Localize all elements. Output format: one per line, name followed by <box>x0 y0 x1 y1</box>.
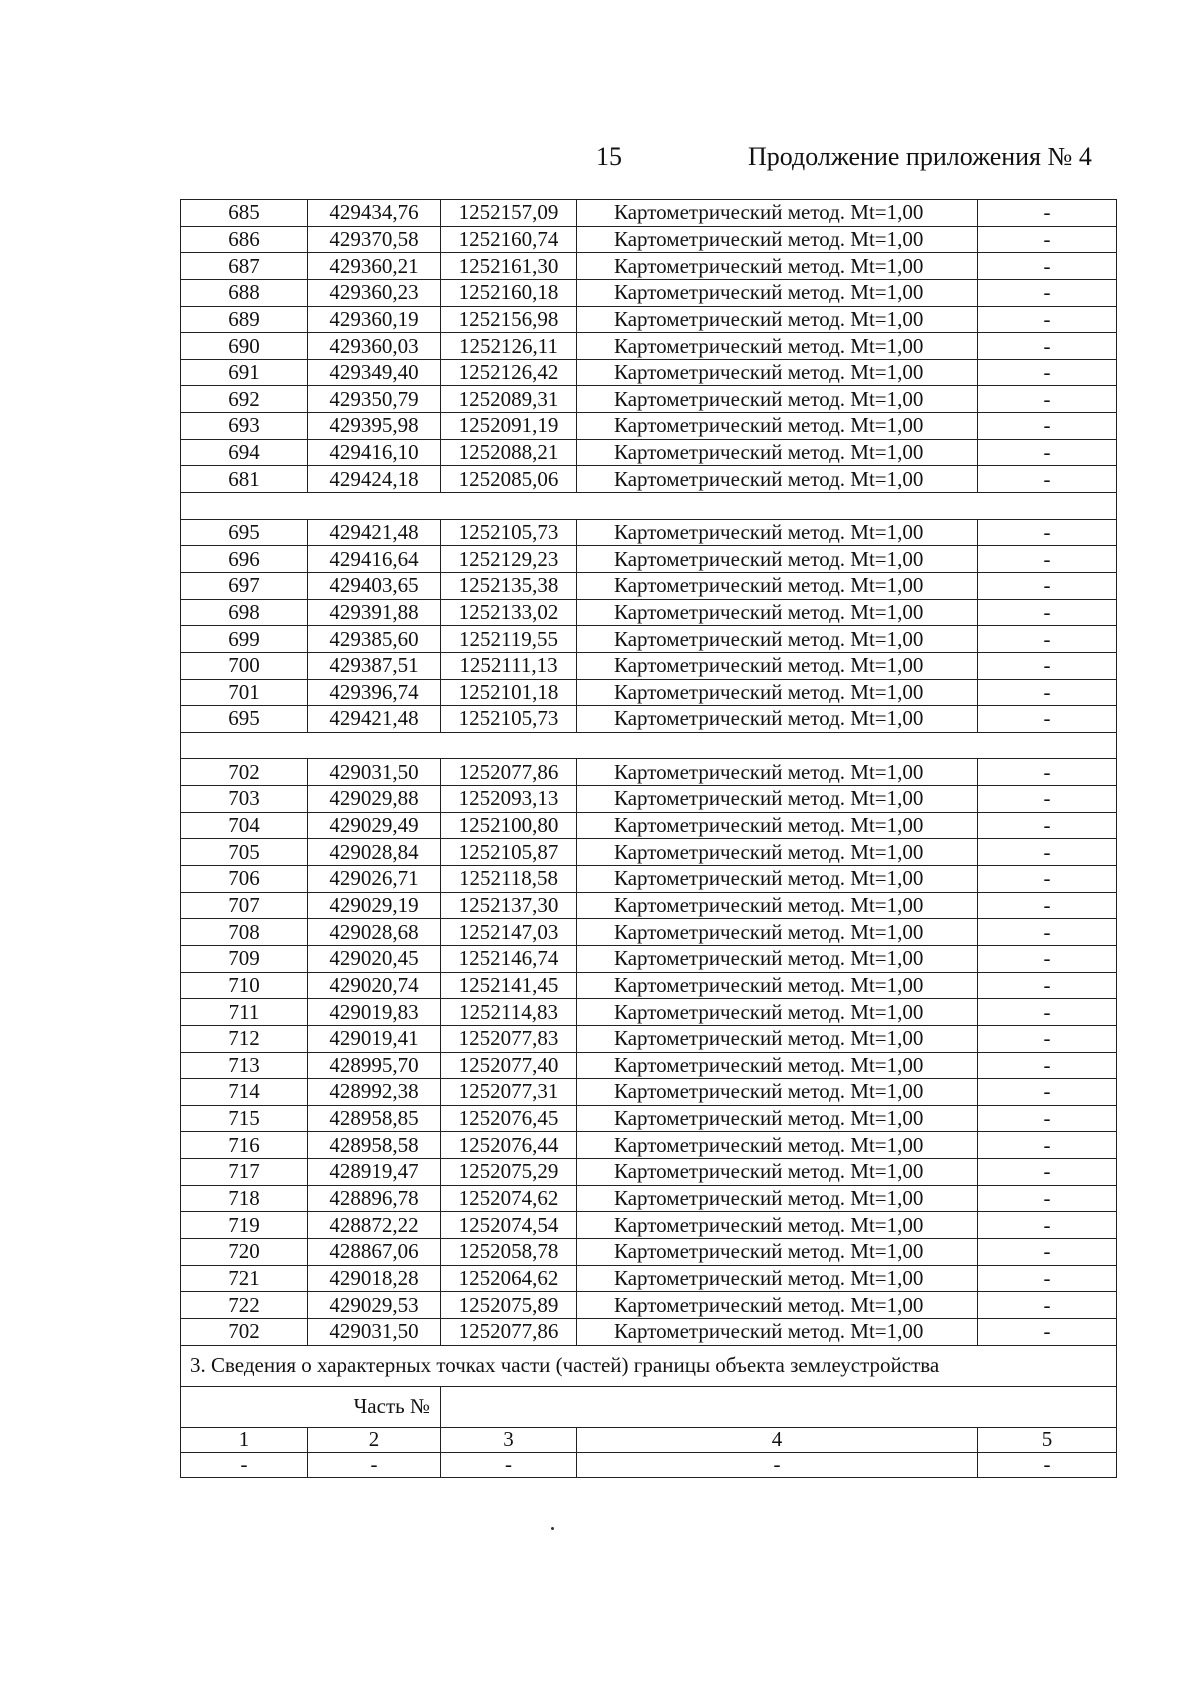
point-number-cell: 691 <box>181 359 308 386</box>
note-cell: - <box>978 226 1117 253</box>
method-cell: Картометрический метод. Mt=1,00 <box>577 945 978 972</box>
point-number-cell: 697 <box>181 572 308 599</box>
y-coordinate-cell: 1252077,40 <box>441 1052 577 1079</box>
method-cell: Картометрический метод. Mt=1,00 <box>577 1185 978 1212</box>
point-number-cell: 709 <box>181 945 308 972</box>
x-coordinate-cell: 429403,65 <box>308 572 441 599</box>
part-number-label: Часть № <box>181 1386 441 1427</box>
page-header <box>0 138 1200 178</box>
y-coordinate-cell: 1252161,30 <box>441 253 577 280</box>
x-coordinate-cell: 429421,48 <box>308 519 441 546</box>
table-row <box>181 546 1117 573</box>
note-cell: - <box>978 972 1117 999</box>
y-coordinate-cell: 1252058,78 <box>441 1238 577 1265</box>
method-cell: Картометрический метод. Mt=1,00 <box>577 1132 978 1159</box>
point-number-cell: 696 <box>181 546 308 573</box>
point-number-cell: 689 <box>181 306 308 333</box>
table-row <box>181 279 1117 306</box>
x-coordinate-cell: 429434,76 <box>308 200 441 227</box>
y-coordinate-cell: 1252100,80 <box>441 812 577 839</box>
x-coordinate-cell: 429395,98 <box>308 413 441 440</box>
y-coordinate-cell: 1252077,31 <box>441 1079 577 1106</box>
x-coordinate-cell: 429391,88 <box>308 599 441 626</box>
method-cell: Картометрический метод. Mt=1,00 <box>577 279 978 306</box>
contour-separator-row <box>181 493 1117 520</box>
point-number-cell: 708 <box>181 919 308 946</box>
method-cell: Картометрический метод. Mt=1,00 <box>577 866 978 893</box>
contour-separator-row <box>181 732 1117 759</box>
note-cell: - <box>978 253 1117 280</box>
y-coordinate-cell: 1252105,73 <box>441 706 577 733</box>
y-coordinate-cell: 1252156,98 <box>441 306 577 333</box>
x-coordinate-cell: 429360,21 <box>308 253 441 280</box>
y-coordinate-cell: 1252157,09 <box>441 200 577 227</box>
point-number-cell: 712 <box>181 1025 308 1052</box>
table-row <box>181 1132 1117 1159</box>
note-cell: - <box>978 466 1117 493</box>
note-cell: - <box>978 759 1117 786</box>
table-row <box>181 1052 1117 1079</box>
note-cell: - <box>978 679 1117 706</box>
method-cell: Картометрический метод. Mt=1,00 <box>577 226 978 253</box>
x-coordinate-cell: 429028,84 <box>308 839 441 866</box>
method-cell: Картометрический метод. Mt=1,00 <box>577 1212 978 1239</box>
x-coordinate-cell: 429370,58 <box>308 226 441 253</box>
method-cell: Картометрический метод. Mt=1,00 <box>577 786 978 813</box>
y-coordinate-cell: 1252111,13 <box>441 652 577 679</box>
section3-title: 3. Сведения о характерных точках части (частей) границы объекта землеустройства <box>181 1345 1117 1386</box>
y-coordinate-cell: 1252074,54 <box>441 1212 577 1239</box>
note-cell: - <box>978 652 1117 679</box>
y-coordinate-cell: 1252118,58 <box>441 866 577 893</box>
separator-cell <box>181 493 1117 520</box>
point-number-cell: 717 <box>181 1159 308 1186</box>
point-number-cell: 693 <box>181 413 308 440</box>
point-number-cell: 685 <box>181 200 308 227</box>
y-coordinate-cell: 1252147,03 <box>441 919 577 946</box>
table-row <box>181 786 1117 813</box>
table-row <box>181 226 1117 253</box>
x-coordinate-cell: 429018,28 <box>308 1265 441 1292</box>
table-row <box>181 439 1117 466</box>
method-cell: Картометрический метод. Mt=1,00 <box>577 253 978 280</box>
empty-cell: - <box>577 1452 978 1477</box>
x-coordinate-cell: 429350,79 <box>308 386 441 413</box>
section3-title-row <box>181 1345 1117 1386</box>
point-number-cell: 713 <box>181 1052 308 1079</box>
point-number-cell: 706 <box>181 866 308 893</box>
table-row <box>181 1079 1117 1106</box>
column-number-cell: 3 <box>441 1427 577 1452</box>
empty-cell: - <box>308 1452 441 1477</box>
y-coordinate-cell: 1252105,87 <box>441 839 577 866</box>
scan-speck <box>551 1527 554 1530</box>
part-number-row <box>181 1386 1117 1427</box>
method-cell: Картометрический метод. Mt=1,00 <box>577 812 978 839</box>
point-number-cell: 703 <box>181 786 308 813</box>
point-number-cell: 692 <box>181 386 308 413</box>
note-cell: - <box>978 1185 1117 1212</box>
table-row <box>181 759 1117 786</box>
point-number-cell: 699 <box>181 626 308 653</box>
x-coordinate-cell: 429421,48 <box>308 706 441 733</box>
note-cell: - <box>978 1025 1117 1052</box>
table-row <box>181 386 1117 413</box>
x-coordinate-cell: 429031,50 <box>308 1318 441 1345</box>
x-coordinate-cell: 429360,23 <box>308 279 441 306</box>
y-coordinate-cell: 1252114,83 <box>441 999 577 1026</box>
note-cell: - <box>978 919 1117 946</box>
note-cell: - <box>978 1238 1117 1265</box>
method-cell: Картометрический метод. Mt=1,00 <box>577 413 978 440</box>
y-coordinate-cell: 1252075,89 <box>441 1292 577 1319</box>
method-cell: Картометрический метод. Mt=1,00 <box>577 1292 978 1319</box>
note-cell: - <box>978 892 1117 919</box>
table-row <box>181 945 1117 972</box>
point-number-cell: 695 <box>181 706 308 733</box>
table-row <box>181 652 1117 679</box>
point-number-cell: 719 <box>181 1212 308 1239</box>
x-coordinate-cell: 428992,38 <box>308 1079 441 1106</box>
x-coordinate-cell: 429019,83 <box>308 999 441 1026</box>
x-coordinate-cell: 429424,18 <box>308 466 441 493</box>
note-cell: - <box>978 519 1117 546</box>
y-coordinate-cell: 1252091,19 <box>441 413 577 440</box>
method-cell: Картометрический метод. Mt=1,00 <box>577 386 978 413</box>
note-cell: - <box>978 786 1117 813</box>
method-cell: Картометрический метод. Mt=1,00 <box>577 1025 978 1052</box>
table-row <box>181 359 1117 386</box>
method-cell: Картометрический метод. Mt=1,00 <box>577 652 978 679</box>
empty-data-row <box>181 1452 1117 1477</box>
y-coordinate-cell: 1252093,13 <box>441 786 577 813</box>
y-coordinate-cell: 1252119,55 <box>441 626 577 653</box>
point-number-cell: 722 <box>181 1292 308 1319</box>
method-cell: Картометрический метод. Mt=1,00 <box>577 892 978 919</box>
x-coordinate-cell: 429031,50 <box>308 759 441 786</box>
note-cell: - <box>978 1265 1117 1292</box>
table-row <box>181 812 1117 839</box>
y-coordinate-cell: 1252126,11 <box>441 333 577 360</box>
method-cell: Картометрический метод. Mt=1,00 <box>577 519 978 546</box>
y-coordinate-cell: 1252089,31 <box>441 386 577 413</box>
y-coordinate-cell: 1252160,74 <box>441 226 577 253</box>
table-row <box>181 333 1117 360</box>
x-coordinate-cell: 428896,78 <box>308 1185 441 1212</box>
method-cell: Картометрический метод. Mt=1,00 <box>577 839 978 866</box>
x-coordinate-cell: 429360,19 <box>308 306 441 333</box>
y-coordinate-cell: 1252126,42 <box>441 359 577 386</box>
method-cell: Картометрический метод. Mt=1,00 <box>577 679 978 706</box>
method-cell: Картометрический метод. Mt=1,00 <box>577 599 978 626</box>
point-number-cell: 705 <box>181 839 308 866</box>
method-cell: Картометрический метод. Mt=1,00 <box>577 1159 978 1186</box>
x-coordinate-cell: 429385,60 <box>308 626 441 653</box>
point-number-cell: 686 <box>181 226 308 253</box>
method-cell: Картометрический метод. Mt=1,00 <box>577 1238 978 1265</box>
column-number-cell: 4 <box>577 1427 978 1452</box>
method-cell: Картометрический метод. Mt=1,00 <box>577 1079 978 1106</box>
y-coordinate-cell: 1252064,62 <box>441 1265 577 1292</box>
note-cell: - <box>978 359 1117 386</box>
y-coordinate-cell: 1252141,45 <box>441 972 577 999</box>
point-number-cell: 681 <box>181 466 308 493</box>
table-row <box>181 1025 1117 1052</box>
note-cell: - <box>978 413 1117 440</box>
note-cell: - <box>978 839 1117 866</box>
table-row <box>181 1265 1117 1292</box>
y-coordinate-cell: 1252135,38 <box>441 572 577 599</box>
x-coordinate-cell: 428919,47 <box>308 1159 441 1186</box>
table-row <box>181 706 1117 733</box>
x-coordinate-cell: 429416,64 <box>308 546 441 573</box>
table-row <box>181 1212 1117 1239</box>
point-number-cell: 716 <box>181 1132 308 1159</box>
table-row <box>181 306 1117 333</box>
note-cell: - <box>978 279 1117 306</box>
method-cell: Картометрический метод. Mt=1,00 <box>577 359 978 386</box>
point-number-cell: 688 <box>181 279 308 306</box>
method-cell: Картометрический метод. Mt=1,00 <box>577 706 978 733</box>
table-row <box>181 1105 1117 1132</box>
y-coordinate-cell: 1252077,86 <box>441 1318 577 1345</box>
y-coordinate-cell: 1252085,06 <box>441 466 577 493</box>
x-coordinate-cell: 429029,19 <box>308 892 441 919</box>
point-number-cell: 711 <box>181 999 308 1026</box>
note-cell: - <box>978 386 1117 413</box>
point-number-cell: 718 <box>181 1185 308 1212</box>
method-cell: Картометрический метод. Mt=1,00 <box>577 572 978 599</box>
method-cell: Картометрический метод. Mt=1,00 <box>577 626 978 653</box>
method-cell: Картометрический метод. Mt=1,00 <box>577 1105 978 1132</box>
x-coordinate-cell: 429019,41 <box>308 1025 441 1052</box>
x-coordinate-cell: 428867,06 <box>308 1238 441 1265</box>
x-coordinate-cell: 428995,70 <box>308 1052 441 1079</box>
x-coordinate-cell: 429349,40 <box>308 359 441 386</box>
method-cell: Картометрический метод. Mt=1,00 <box>577 466 978 493</box>
empty-cell: - <box>978 1452 1117 1477</box>
method-cell: Картометрический метод. Mt=1,00 <box>577 200 978 227</box>
point-number-cell: 690 <box>181 333 308 360</box>
point-number-cell: 714 <box>181 1079 308 1106</box>
y-coordinate-cell: 1252077,83 <box>441 1025 577 1052</box>
point-number-cell: 694 <box>181 439 308 466</box>
note-cell: - <box>978 706 1117 733</box>
point-number-cell: 701 <box>181 679 308 706</box>
column-number-cell: 2 <box>308 1427 441 1452</box>
y-coordinate-cell: 1252076,45 <box>441 1105 577 1132</box>
point-number-cell: 704 <box>181 812 308 839</box>
header-title: Продолжение приложения № 4 <box>748 142 1092 171</box>
x-coordinate-cell: 429020,45 <box>308 945 441 972</box>
x-coordinate-cell: 429387,51 <box>308 652 441 679</box>
x-coordinate-cell: 429396,74 <box>308 679 441 706</box>
note-cell: - <box>978 546 1117 573</box>
coordinates-table <box>180 199 1117 1478</box>
method-cell: Картометрический метод. Mt=1,00 <box>577 1265 978 1292</box>
y-coordinate-cell: 1252088,21 <box>441 439 577 466</box>
y-coordinate-cell: 1252105,73 <box>441 519 577 546</box>
table-row <box>181 1318 1117 1345</box>
method-cell: Картометрический метод. Mt=1,00 <box>577 306 978 333</box>
x-coordinate-cell: 429028,68 <box>308 919 441 946</box>
empty-cell: - <box>181 1452 308 1477</box>
table-row <box>181 413 1117 440</box>
table-row <box>181 572 1117 599</box>
method-cell: Картометрический метод. Mt=1,00 <box>577 333 978 360</box>
table-row <box>181 1238 1117 1265</box>
x-coordinate-cell: 429360,03 <box>308 333 441 360</box>
x-coordinate-cell: 429416,10 <box>308 439 441 466</box>
x-coordinate-cell: 428958,85 <box>308 1105 441 1132</box>
y-coordinate-cell: 1252076,44 <box>441 1132 577 1159</box>
method-cell: Картометрический метод. Mt=1,00 <box>577 972 978 999</box>
table-row <box>181 1292 1117 1319</box>
table-row <box>181 972 1117 999</box>
x-coordinate-cell: 429029,88 <box>308 786 441 813</box>
table-row <box>181 1159 1117 1186</box>
note-cell: - <box>978 866 1117 893</box>
method-cell: Картометрический метод. Mt=1,00 <box>577 919 978 946</box>
x-coordinate-cell: 429020,74 <box>308 972 441 999</box>
y-coordinate-cell: 1252137,30 <box>441 892 577 919</box>
note-cell: - <box>978 1292 1117 1319</box>
table-row <box>181 679 1117 706</box>
y-coordinate-cell: 1252129,23 <box>441 546 577 573</box>
y-coordinate-cell: 1252074,62 <box>441 1185 577 1212</box>
x-coordinate-cell: 428958,58 <box>308 1132 441 1159</box>
x-coordinate-cell: 428872,22 <box>308 1212 441 1239</box>
point-number-cell: 700 <box>181 652 308 679</box>
note-cell: - <box>978 306 1117 333</box>
note-cell: - <box>978 1212 1117 1239</box>
part-number-value <box>441 1386 1117 1427</box>
table-row <box>181 200 1117 227</box>
note-cell: - <box>978 572 1117 599</box>
table-row <box>181 599 1117 626</box>
x-coordinate-cell: 429029,53 <box>308 1292 441 1319</box>
method-cell: Картометрический метод. Mt=1,00 <box>577 1052 978 1079</box>
method-cell: Картометрический метод. Mt=1,00 <box>577 759 978 786</box>
note-cell: - <box>978 439 1117 466</box>
point-number-cell: 702 <box>181 759 308 786</box>
note-cell: - <box>978 599 1117 626</box>
point-number-cell: 698 <box>181 599 308 626</box>
note-cell: - <box>978 1132 1117 1159</box>
y-coordinate-cell: 1252075,29 <box>441 1159 577 1186</box>
note-cell: - <box>978 626 1117 653</box>
point-number-cell: 687 <box>181 253 308 280</box>
point-number-cell: 710 <box>181 972 308 999</box>
method-cell: Картометрический метод. Mt=1,00 <box>577 1318 978 1345</box>
column-number-row <box>181 1427 1117 1452</box>
note-cell: - <box>978 999 1117 1026</box>
y-coordinate-cell: 1252101,18 <box>441 679 577 706</box>
point-number-cell: 695 <box>181 519 308 546</box>
note-cell: - <box>978 1105 1117 1132</box>
note-cell: - <box>978 945 1117 972</box>
note-cell: - <box>978 1318 1117 1345</box>
point-number-cell: 720 <box>181 1238 308 1265</box>
column-number-cell: 5 <box>978 1427 1117 1452</box>
method-cell: Картометрический метод. Mt=1,00 <box>577 439 978 466</box>
table-row <box>181 866 1117 893</box>
y-coordinate-cell: 1252160,18 <box>441 279 577 306</box>
note-cell: - <box>978 1052 1117 1079</box>
point-number-cell: 702 <box>181 1318 308 1345</box>
table-row <box>181 466 1117 493</box>
note-cell: - <box>978 333 1117 360</box>
page-number: 15 <box>596 142 622 171</box>
table-row <box>181 519 1117 546</box>
point-number-cell: 715 <box>181 1105 308 1132</box>
empty-cell: - <box>441 1452 577 1477</box>
y-coordinate-cell: 1252146,74 <box>441 945 577 972</box>
table-row <box>181 999 1117 1026</box>
method-cell: Картометрический метод. Mt=1,00 <box>577 999 978 1026</box>
note-cell: - <box>978 200 1117 227</box>
table-row <box>181 1185 1117 1212</box>
method-cell: Картометрический метод. Mt=1,00 <box>577 546 978 573</box>
table-row <box>181 253 1117 280</box>
note-cell: - <box>978 1159 1117 1186</box>
note-cell: - <box>978 1079 1117 1106</box>
table-row <box>181 919 1117 946</box>
table-row <box>181 626 1117 653</box>
y-coordinate-cell: 1252133,02 <box>441 599 577 626</box>
point-number-cell: 707 <box>181 892 308 919</box>
separator-cell <box>181 732 1117 759</box>
table-row <box>181 839 1117 866</box>
y-coordinate-cell: 1252077,86 <box>441 759 577 786</box>
note-cell: - <box>978 812 1117 839</box>
table-row <box>181 892 1117 919</box>
x-coordinate-cell: 429026,71 <box>308 866 441 893</box>
x-coordinate-cell: 429029,49 <box>308 812 441 839</box>
column-number-cell: 1 <box>181 1427 308 1452</box>
point-number-cell: 721 <box>181 1265 308 1292</box>
